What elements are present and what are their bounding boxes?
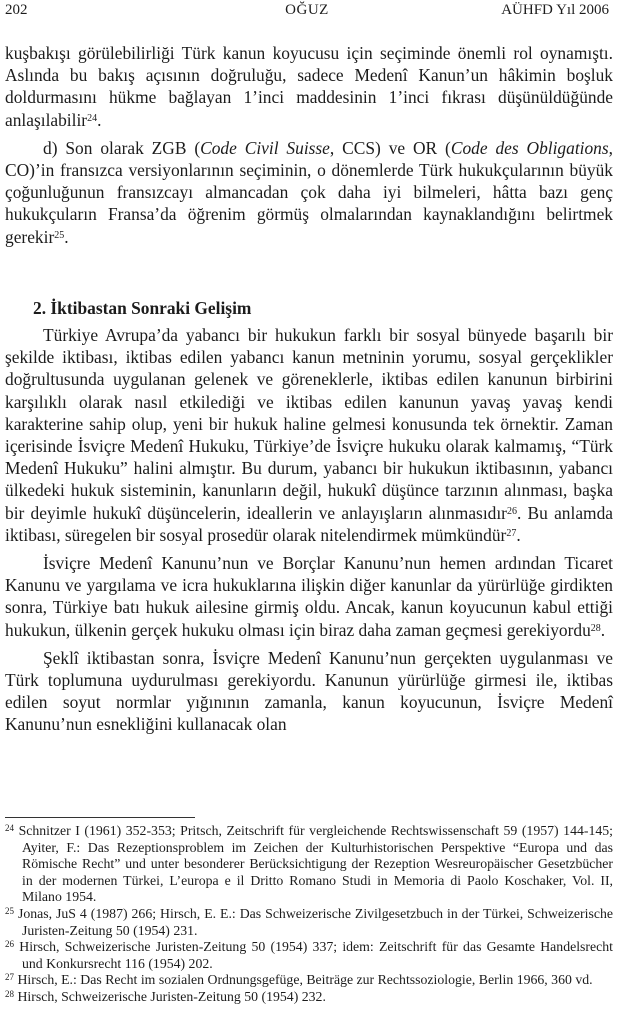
paragraph: Türkiye Avrupa’da yabancı bir hukukun farklı bir sosyal bünyede başarılı bir şekilde iktibası, iktibas edilen yabancı kanun metninin yorumu, sosyal gerçeklikler doğrultusunda uygulanan gelenek ve göreneklerle, iktibas edilen kanunun birbirini karşılıklı olarak nasıl etkilediği ve iktibas edilen kanunun yavaş yavaş kendi karakterine sahip olup, yeni bir hukuk haline gelmesi konusunda tek örnektir. Zaman içerisinde İsviçre Medenî Hukuku, Türkiye’de İsviçre hukuku olarak kalmamış, “Türk Medenî Hukuku” halini almıştır. Bu durum, yabancı bir hukukun iktibasının, yabancı ülkedeki hukuk sisteminin, kanunların değil, hukukî düşünce tarzının alınması, başka bir deyimle hukukî düşüncelerin, ideallerin ve anlayışların alınmasıdır$^{26}$. Bu anlamda iktibası, süregelen bir sosyal prosedür olarak nitelendirmek mümkündür$^{27}$.: [5, 325, 613, 545]
paragraph: Şeklî iktibastan sonra, İsviçre Medenî Kanunu’nun gerçekten uygulanması ve Türk toplumuna uydurulması gerekiyordu. Kanunun yürürlüğe girmesi ile, iktibas edilen soyut normlar yığınının zamanla, kanun koyucunun, İsviçre Medenî Kanunu’nun esnekliğini kullanacak olan: [5, 647, 613, 735]
page-number: 202: [5, 2, 28, 18]
footnote-ref[interactable]: 24: [87, 112, 98, 124]
footnotes: [5, 823, 613, 1006]
paragraph: d) Son olarak ZGB (Code Civil Suisse, CCS) ve OR (Code des Obligations, CO)’in fransızca versiyonlarının seçiminin, o dönemlerde Türk hukukçularının büyük çoğunluğunun fransızcayı almancadan çok daha iyi bilmeleri, hâtta bazı genç hukukçuların Fransa’da öğrenim görmüş olmalarından kaynaklandığını belirtmek gerekir$^{25}$.: [5, 137, 613, 247]
running-title: OĞUZ: [285, 2, 329, 18]
footnote: $^{25}$ Jonas, JuS 4 (1987) 266; Hirsch, E. E.: Das Schweizerische Zivilgesetzbuch in der Türkei, Schweizerische Juristen-Zeitung 50 (1954) 231.: [5, 905, 613, 938]
footnote: $^{26}$ Hirsch, Schweizerische Juristen-Zeitung 50 (1954) 337; idem: Zeitschrift für das Gesamte Handelsrecht und Konkursrecht 116 (1954) 202.: [5, 939, 613, 971]
body-text-top: [5, 42, 613, 248]
section-heading: 2. İktibastan Sonraki Gelişim: [33, 298, 252, 318]
footnote: $^{24}$ Schnitzer I (1961) 352-353; Pritsch, Zeitschrift für vergleichende Rechtswissenschaft 59 (1957) 144-145; Ayiter, F.: Das Rezeptionsproblem im Zeichen der Kulturhistorischen Perspektive “Europa und das Römische Recht” und unter besonderer Berücksichtigung der Rezeption Wesreuropäischer Gesetzbücher in der modernen Türkei, L’europa e il Dritto Romano Studi in Memoria di Paolo Koschaker, Vol. II, Milano 1954.: [5, 823, 614, 905]
footnote: $^{27}$ Hirsch, E.: Das Recht im sozialen Ordnungsgefüge, Beiträge zur Rechtssoziologie, Berlin 1966, 360 vd.: [5, 972, 593, 988]
paragraph: kuşbakışı görülebilirliği Türk kanun koyucusu için seçiminde önemli rol oynamıştı. Aslında bu bakış açısının doğruluğu, sadece Medenî Kanun’un hâkimin boşluk doldurmasını hükme bağlayan 1’inci maddesinin 1’inci fıkrası düşünüldüğünde anlaşılabilir$^{24}$.: [5, 43, 613, 130]
footnote-ref[interactable]: 25: [54, 229, 65, 241]
footnote-ref[interactable]: 26: [506, 505, 517, 517]
footnote: $^{28}$ Hirsch, Schweizerische Juristen-Zeitung 50 (1954) 232.: [5, 988, 326, 1004]
footnote-ref[interactable]: 27: [506, 527, 517, 539]
journal-label: AÜHFD Yıl 2006: [501, 2, 609, 18]
footnote-ref[interactable]: 28: [590, 622, 601, 634]
footnote-divider: [5, 817, 195, 818]
page-header: [5, 2, 609, 22]
paragraph: İsviçre Medenî Kanunu’nun ve Borçlar Kanunu’nun hemen ardından Ticaret Kanunu ve yargılama ve icra hukuklarına ilişkin diğer kanunlar da yürürlüğe girdikten sonra, Türkiye batı hukuk ailesine girmiş oldu. Ancak, kanun koyucunun kabul ettiği hukukun, ülkenin gerçek hukuku olması için biraz daha zaman geçmesi gerekiyordu$^{28}$.: [5, 553, 613, 640]
body-text-bottom: [5, 324, 613, 736]
